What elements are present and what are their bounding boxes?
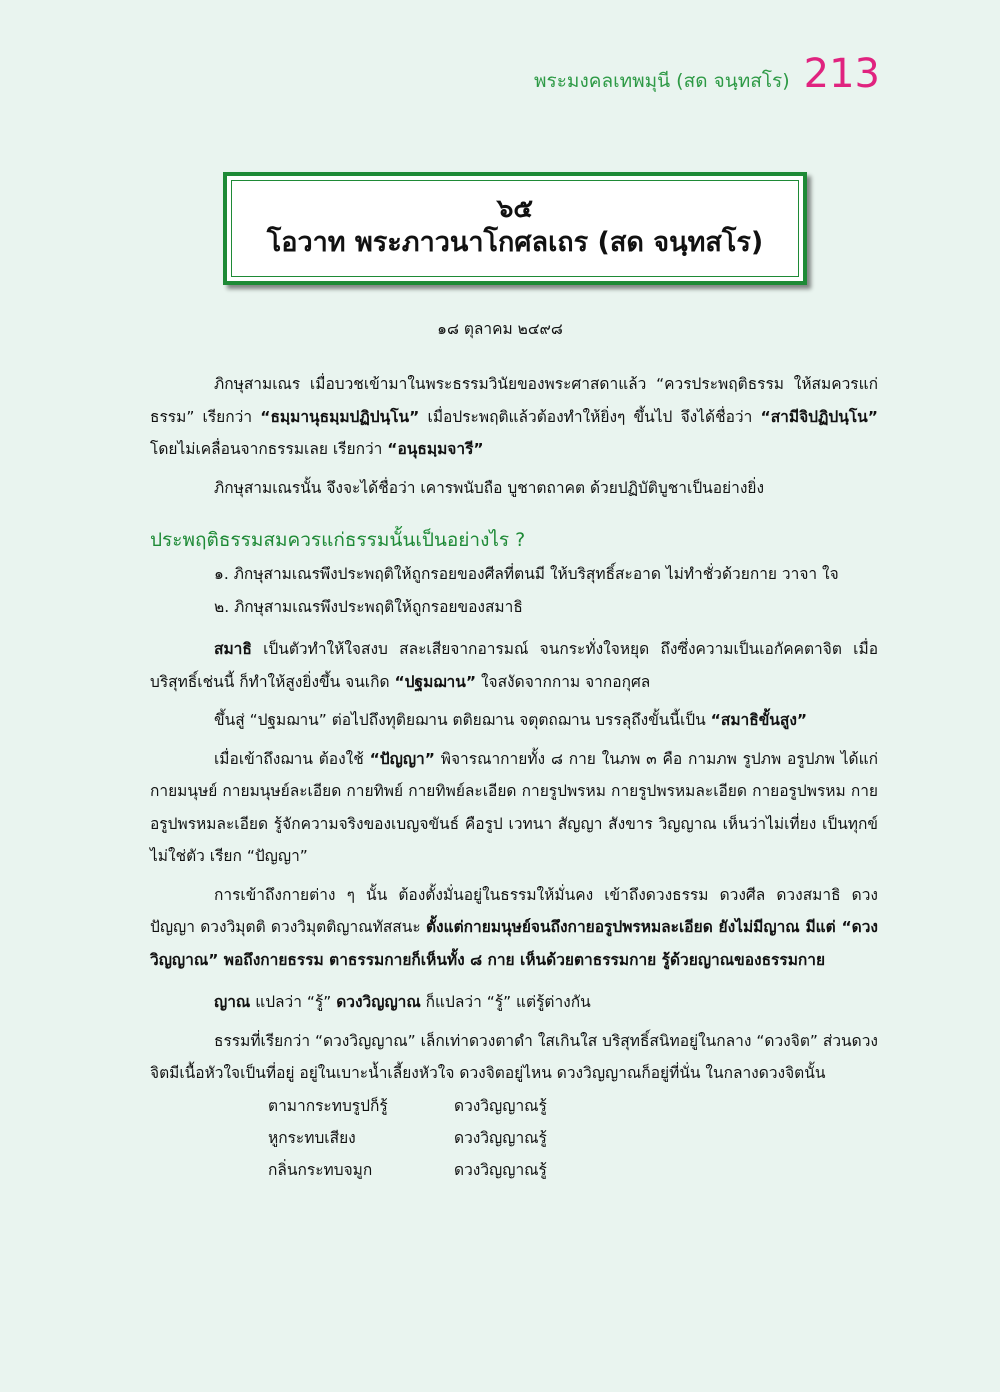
- text-run: ใจสงัดจากกาม จากอกุศล: [476, 672, 651, 691]
- verse-right: ดวงวิญญาณรู้: [454, 1160, 547, 1179]
- text-run: ขึ้นสู่ “ปฐมฌาน” ต่อไปถึงทุติยฌาน ตติยฌาน จตุตถฌาน บรรลุถึงขั้นนี้เป็น: [214, 711, 711, 729]
- bold-term: “ปัญญา”: [369, 749, 435, 768]
- verse-left: กลิ่นกระทบจมูก: [268, 1160, 373, 1179]
- verse-left: ตามากระทบรูปก็รู้: [268, 1096, 388, 1115]
- text-run: การเข้าถึงกายต่าง ๆ นั้น ต้องตั้งมั่นอยู่ในธรรมให้มั่นคง เข้าถึงดวงธรรม ดวงศีล ดวงสมาธิ ดวงปัญญา ดวงวิมุตติ ดวงวิมุตติญาณทัสสนะ: [150, 885, 878, 936]
- text-run: ภิกษุสามเณร เมื่อบวชเข้ามาในพระธรรมวินัยของพระศาสดาแล้ว “ควรประพฤติธรรม ให้สมควรแก่ธรรม” เรียกว่า: [150, 375, 878, 426]
- verse-left: หูกระทบเสียง: [268, 1128, 356, 1147]
- body-text: [150, 368, 878, 1186]
- paragraph-samadhi: [150, 633, 878, 698]
- verse-row: [150, 1090, 878, 1122]
- chapter-title-box: [223, 172, 807, 285]
- paragraph-wisdom: [150, 743, 878, 873]
- running-header: [534, 51, 880, 97]
- verse-row: [150, 1154, 878, 1186]
- verse-right: ดวงวิญญาณรู้: [454, 1096, 547, 1115]
- chapter-title: โอวาท พระภาวนาโกศลเถร (สด จนฺทสโร): [266, 226, 764, 258]
- paragraph-1: [150, 368, 878, 466]
- verse-table: [150, 1090, 878, 1186]
- verse-row: [150, 1122, 878, 1154]
- bold-term: ดวงวิญญาณ: [336, 993, 421, 1011]
- paragraph-bodies: [150, 879, 878, 977]
- bold-term: “ปฐมฌาน”: [394, 672, 477, 691]
- list-item-1: ๑. ภิกษุสามเณรพึงประพฤติให้ถูกรอยของศีลที่ตนมี ให้บริสุทธิ์สะอาด ไม่ทำชั่วด้วยกาย วาจา ใจ: [214, 565, 839, 583]
- paragraph-consciousness: ธรรมที่เรียกว่า “ดวงวิญญาณ” เล็กเท่าดวงตาดำ ใสเกินใส บริสุทธิ์สนิทอยู่ในกลาง “ดวงจิต” ส่วนดวงจิตมีเนื้อหัวใจเป็นที่อยู่ อยู่ในเบาะน้ำเลี้ยงหัวใจ ดวงจิตอยู่ไหน ดวงวิญญาณก็อยู่ที่นั่น ในกลางดวงจิตนั้น: [150, 1031, 878, 1082]
- section-heading: ประพฤติธรรมสมควรแก่ธรรมนั้นเป็นอย่างไร ?: [150, 529, 526, 551]
- header-title: พระมงคลเทพมุนี (สด จนฺทสโร): [534, 70, 790, 92]
- text-run: ก็แปลว่า “รู้” แต่รู้ต่างกัน: [420, 993, 591, 1011]
- list-item-2: ๒. ภิกษุสามเณรพึงประพฤติให้ถูกรอยของสมาธิ: [214, 597, 523, 616]
- paragraph-nana: [150, 986, 878, 1019]
- text-run: แปลว่า “รู้”: [250, 993, 337, 1011]
- bold-term: “ธมฺมานุธมฺมปฏิปนฺโน”: [260, 407, 420, 426]
- page-number: 213: [803, 51, 880, 97]
- text-run: พิจารณากายทั้ง ๘ กาย ในภพ ๓ คือ กามภพ รูปภพ อรูปภพ ได้แก่ กายมนุษย์ กายมนุษย์ละเอียด กายทิพย์ กายทิพย์ละเอียด กายรูปพรหม กายรูปพรหมละเอียด กายอรูปพรหม กายอรูปพรหมละเอียด รู้จักความจริงของเบญจขันธ์ คือรูป เวทนา สัญญา สังขาร วิญญาณ เห็นว่าไม่เที่ยง เป็นทุกข์ ไม่ใช่ตัว เรียก “ปัญญา”: [150, 749, 878, 865]
- paragraph-2: ภิกษุสามเณรนั้น จึงจะได้ชื่อว่า เคารพนับถือ บูชาตถาคต ด้วยปฏิบัติบูชาเป็นอย่างยิ่ง: [214, 478, 765, 497]
- bold-term: “อนุธมฺมจารี”: [387, 440, 484, 458]
- chapter-number: ๖๕: [496, 194, 534, 225]
- text-run: โดยไม่เคลื่อนจากธรรมเลย เรียกว่า: [150, 440, 388, 458]
- text-run: เมื่อเข้าถึงฌาน ต้องใช้: [214, 749, 370, 768]
- bold-term: สมาธิ: [214, 640, 252, 658]
- paragraph-jhana: [150, 704, 878, 737]
- text-run: เป็นตัวทำให้ใจสงบ สละเสียจากอารมณ์ จนกระทั่งใจหยุด ถึงซึ่งความเป็นเอกัคคตาจิต เมื่อบริสุทธิ์เช่นนี้ ก็ทำให้สูงยิ่งขึ้น จนเกิด: [150, 640, 878, 691]
- bold-term: “สามีจิปฏิปนฺโน”: [760, 407, 878, 426]
- bold-term: ญาณ: [214, 993, 251, 1011]
- verse-right: ดวงวิญญาณรู้: [454, 1128, 547, 1147]
- bold-term: “สมาธิขั้นสูง”: [710, 711, 808, 729]
- date-line: ๑๘ ตุลาคม ๒๔๙๘: [437, 320, 563, 338]
- text-run: เมื่อประพฤติแล้วต้องทำให้ยิ่งๆ ขึ้นไป จึงได้ชื่อว่า: [419, 407, 761, 426]
- chapter-title-inner: [231, 180, 799, 277]
- bold-passage: ตั้งแต่กายมนุษย์จนถึงกายอรูปพรหมละเอียด ยังไม่มีญาณ มีแต่ “ดวงวิญญาณ” พอถึงกายธรรม ตาธรรมกายก็เห็นทั้ง ๘ กาย เห็นด้วยตาธรรมกาย รู้ด้วยญาณของธรรมกาย: [150, 918, 878, 969]
